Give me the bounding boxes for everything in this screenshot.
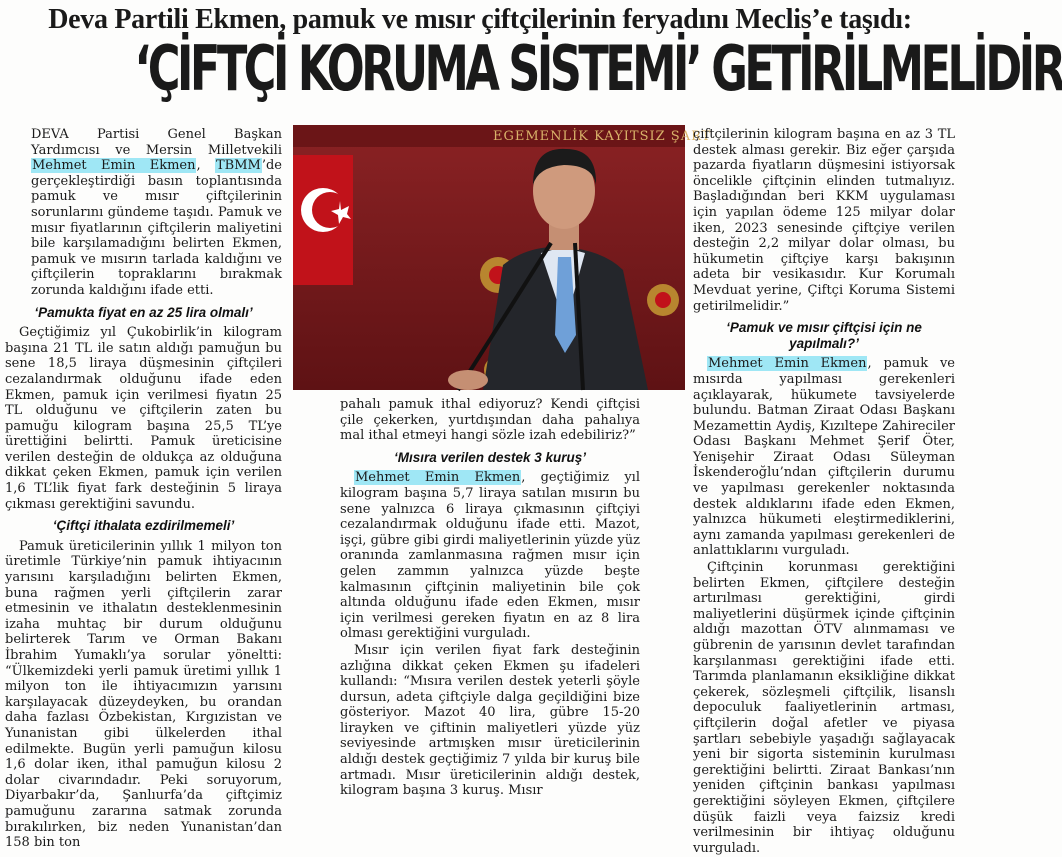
name-highlight: Mehmet Emin Ekmen — [32, 158, 196, 174]
paragraph-misir-fiyat — [340, 470, 640, 642]
column-3 — [693, 127, 955, 857]
misir-fiyat-text: , geçtiğimiz yıl kilogram başına 5,7 liraya satılan mısırın bu sene yalnızca 6 liraya çıkmasının çiftçiyi cezalandırmak olduğunu ifade etti. Mazot, işçi, gübre gibi girdi maliyetlerinin yüzde yüz oranında zamlanmasına rağmen mısır için gelen zammın yalnızca yüzde beşte kalmasının çiftçinin maliyetinin bile çok altında olduğunu ifade eden Ekmen, mısır için verilmesi gereken fiyatın en az 8 lira olması gerektiğini vurguladı. — [340, 470, 640, 642]
column-2 — [340, 397, 640, 800]
paragraph-kkm: çiftçilerinin kilogram başına en az 3 TL destek alması gerekir. Biz eğer çarşıda pazarda fiyatların düşmesini istiyorsak öncelikle çiftçinin elinden tutmalıyız. Başladığından beri KKM uygulaması için yapılan ödeme 125 milyar dolar iken, 2023 senesinde çiftçiye verilen desteğin 2,2 milyar dolar olması, bu hükumetin çiftçiye karşı bakışının adeta bir vesikasıdır. Kur Korumalı Mevduat yerine, Çiftçi Koruma Sistemi getirilmelidir.” — [693, 127, 955, 314]
paragraph-ithalat: Pamuk üreticilerinin yıllık 1 milyon ton üretimle Türkiye’nin pamuk ihtiyacının yarısını karşıladığını belirten Ekmen, buna rağmen yerli çiftçilerin zarar etmesinin ve ithalatın desteklenmesinin izaha muhtaç bir durum olduğunu belirterek Tarım ve Orman Bakanı İbrahim Yumaklı’ya sorular yöneltti: “Ülkemizdeki yerli pamuk üretimi yıllık 1 milyon ton ile ihtiyacımızın yarısını karşılayacak düzeydeyken, bu orandan daha fazlası Özbekistan, Kırgızistan ve Yunanistan gibi ülkelerden ithal edilmekte. Bugün yerli pamuğun kilosu 1,6 dolar iken, ithal pamuğun kilosu 2 dolar civarındadır. Peki soruyorum, Diyarbakır’da, Şanlıurfa’da çiftçimiz pamuğunu zararına satmak zorunda bırakılırken, biz neden Yunanistan’dan 158 bin ton — [5, 538, 282, 851]
subheading-ne-yapilmali: ‘Pamuk ve mısır çiftçisi için ne yapılmalı?’ — [726, 320, 922, 351]
subheading-pamuk-fiyat: ‘Pamukta fiyat en az 25 lira olmalı’ — [34, 304, 253, 320]
subheading-ithalat: ‘Çiftçi ithalata ezdirilmemeli’ — [52, 518, 235, 534]
paragraph-tavsiye — [693, 356, 955, 559]
intro-text-c: ’de gerçekleştirdiği basın toplantısında pamuk ve mısır çiftçilerinin sorunlarını gündeme taşıdı. Pamuk ve mısır fiyatlarının çiftçilerin maliyetini bile karşılamadığını belirten Ekmen, pamuk ve mısırın tarlada kaldığını ve çiftçilerin topraklarını bırakmak zorunda kaldığını ifade etti. — [31, 158, 282, 298]
paragraph-misir-destek: Mısır için verilen fiyat fark desteğinin azlığına dikkat çeken Ekmen şu ifadeleri kullandı: “Mısıra verilen destek yeterli şöyle dursun, adeta çiftçiyle dalga geçildiğini bize gösteriyor. Mazot 40 lira, gübre 15-20 lirayken ve çiftinin maliyetleri yüzde yüz seviyesinde artmışken mısır üreticilerinin aldığı destek geçtiğimiz 7 yılda bir kuruş bile artmadı. Mısır üreticilerinin aldığı destek, kilogram başına 3 kuruş. Mısır — [340, 642, 640, 799]
intro-text-a: DEVA Partisi Genel Başkan Yardımcısı ve Mersin Milletvekili — [31, 127, 282, 158]
kicker-headline: Deva Partili Ekmen, pamuk ve mısır çiftçilerinin feryadını Meclis’e taşıdı: — [48, 4, 912, 35]
photo-illustration — [293, 125, 712, 390]
paragraph-pahali-pamuk: pahalı pamuk ithal ediyoruz? Kendi çiftçisi çile çekerken, yurtdışından daha pahalıya mal ithal etmeyi hangi sözle izah edebiliriz?” — [340, 397, 640, 444]
paragraph-intro — [5, 127, 282, 299]
paragraph-koruma: Çiftçinin korunması gerektiğini belirten Ekmen, çiftçilere desteğin artırılması gerektiğini, girdi maliyetlerini düşürmek içinde çiftçinin aldığı mazottan ÖTV alınmaması ve gübrenin de yarısının devlet tarafından karşılanması gerektiğini ifade etti. Tarımda planlamanın eksikliğine dikkat çekerek, sözleşmeli çiftçilik, lisanslı depoculuk faaliyetlerinin artması, çiftçilerin doğal afetler ve piyasa şartları sebebiyle yaşadığı sağlayacak yeni bir sigorta sisteminin kurulması gerektiğini belirtti. Ziraat Bankası’nın yeniden çiftçinin bankası yapılması gerektiğini söyleyen Ekmen, çiftçilere düşük faizli veya faizsiz kredi verilmesinin bir ihtiyaç olduğunu vurguladı. — [693, 560, 955, 856]
photo-banner-text: EGEMENLİK KAYITSIZ ŞART — [493, 129, 712, 144]
intro-comma: , — [196, 158, 201, 174]
tavsiye-text: , pamuk ve mısırda yapılması gerekenleri açıklayarak, hükumete tavsiyelerde bulundu. Batman Ziraat Odası Başkanı Mezamettin Aydiş, Kızıltepe Zahireciler Odası Başkanı Mehmet Şerif Öter, Yenişehir Ziraat Odası Süleyman İskenderoğlu’ndan çiftçilerin durumu ve yapılması gerekenler noktasında destek aldıklarını ifade eden Ekmen, yalnızca hükumeti eleştirmediklerini, aynı zamanda yapılması gerekenleri de anlattıklarını vurguladı. — [693, 356, 955, 559]
name-highlight-2: Mehmet Emin Ekmen — [355, 470, 521, 486]
name-highlight-3: Mehmet Emin Ekmen — [708, 356, 867, 372]
paragraph-pamuk-fiyat: Geçtiğimiz yıl Çukobirlik’in kilogram başına 21 TL ile satın aldığı pamuğun bu sene 18,5 liraya düşmesinin çiftçileri cezalandırmak olduğunu ifade eden Ekmen, pamuk için verilmesi fiyatın 25 TL olduğunu ve çiftçilerin zaten bu pamuğu kilogram başına 25,5 TL’ye ürettiğini belirtti. Pamuk üreticisine verilen desteğin de oldukça az olduğuna dikkat çeken Ekmen, pamuk için verilen 1,6 TL’lik fiyat fark desteğinin 5 liraya çıkması gerektiğini savundu. — [5, 325, 282, 512]
tbmm-highlight: TBMM — [215, 158, 261, 174]
photo-speaker — [293, 125, 712, 390]
main-headline: ‘ÇİFTÇİ KORUMA SİSTEMİ’ GETİRİLMELİDİR — [134, 32, 1062, 105]
column-1 — [5, 127, 282, 852]
subheading-misir-destek: ‘Mısıra verilen destek 3 kuruş’ — [393, 449, 587, 465]
